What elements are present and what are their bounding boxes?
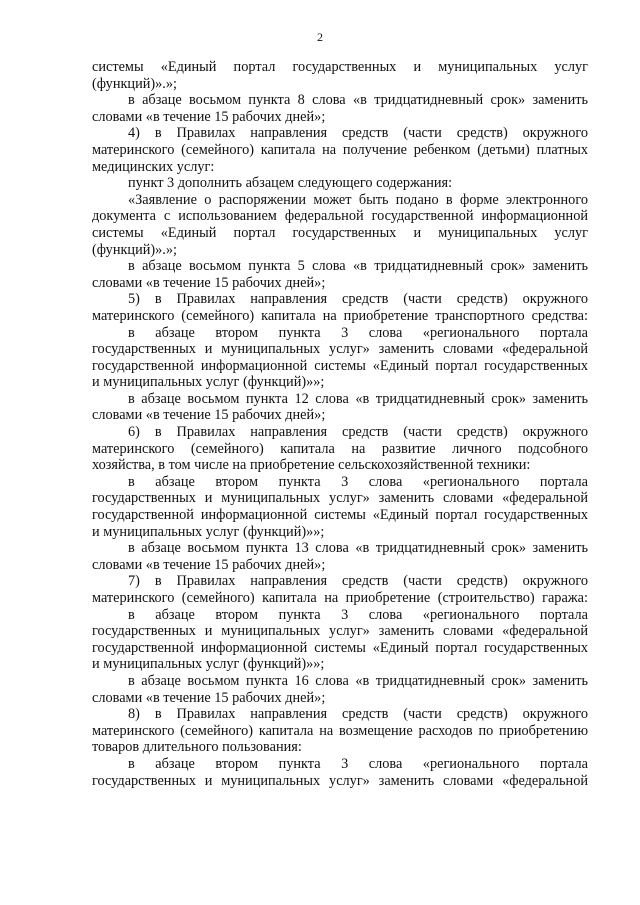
text-line: в абзаце восьмом пункта 16 слова «в тридцатидневный срок» заменить [128,672,588,689]
text-line: материнского (семейного) капитала на приобретение транспортного средства: [92,307,588,324]
text-line: материнского (семейного) капитала на возмещение расходов по приобретению [92,722,588,739]
text-line: в абзаце восьмом пункта 5 слова «в тридцатидневный срок» заменить [128,258,588,275]
text-line: в абзаце восьмом пункта 12 слова «в тридцатидневный срок» заменить [128,390,588,407]
text-line: и муниципальных услуг (функций)»»; [92,656,325,673]
text-line: и муниципальных услуг (функций)»»; [92,523,325,540]
text-line: системы «Единый портал государственных и муниципальных услуг [92,59,588,75]
text-line: системы «Единый портал государственных и муниципальных услуг [92,224,588,241]
text-line: 6) в Правилах направления средств (части средств) окружного [128,424,588,441]
text-line: хозяйства, в том числе на приобретение сельскохозяйственной техники: [92,457,531,474]
text-line: материнского (семейного) капитала на приобретение (строительство) гаража: [92,590,588,606]
text-line: государственной информационной системы «Единый портал государственных [92,639,588,656]
text-line: словами «в течение 15 рабочих дней»; [92,407,326,424]
text-line: словами «в течение 15 рабочих дней»; [92,274,326,291]
text-line: словами «в течение 15 рабочих дней»; [92,689,326,706]
text-line: медицинских услуг: [92,158,215,175]
text-line: товаров длительного пользования: [92,739,302,756]
text-line: государственных и муниципальных услуг» заменить словами «федеральной [92,772,588,789]
text-line: (функций)».»; [92,75,177,92]
text-line: 4) в Правилах направления средств (части средств) окружного [128,125,588,142]
text-line: документа с использованием федеральной государственной информационной [92,208,588,225]
text-line: словами «в течение 15 рабочих дней»; [92,556,326,573]
document-body [92,59,588,789]
page-number: 2 [317,30,323,44]
text-line: государственных и муниципальных услуг» заменить словами «федеральной [92,341,588,358]
text-line: государственных и муниципальных услуг» заменить словами «федеральной [92,623,588,640]
text-line: в абзаце втором пункта 3 слова «регионального портала [128,324,588,341]
text-line: словами «в течение 15 рабочих дней»; [92,108,326,125]
text-line: 5) в Правилах направления средств (части средств) окружного [128,291,588,308]
text-line: 8) в Правилах направления средств (части средств) окружного [128,706,588,723]
text-line: материнского (семейного) капитала на развитие личного подсобного [92,440,588,457]
text-line: материнского (семейного) капитала на получение ребенком (детьми) платных [92,141,588,158]
text-line: в абзаце втором пункта 3 слова «регионального портала [128,473,588,490]
text-line: пункт 3 дополнить абзацем следующего содержания: [128,175,453,192]
text-line: 7) в Правилах направления средств (части средств) окружного [128,573,588,590]
text-line: в абзаце восьмом пункта 8 слова «в тридцатидневный срок» заменить [128,92,588,109]
text-line: и муниципальных услуг (функций)»»; [92,374,325,391]
text-line: государственной информационной системы «Единый портал государственных [92,357,588,374]
text-line: государственной информационной системы «Единый портал государственных [92,507,588,524]
text-line: в абзаце втором пункта 3 слова «регионального портала [128,755,588,772]
text-line: «Заявление о распоряжении может быть подано в форме электронного [128,191,588,208]
text-line: в абзаце восьмом пункта 13 слова «в тридцатидневный срок» заменить [128,540,588,557]
text-line: (функций)».»; [92,241,177,258]
text-line: в абзаце втором пункта 3 слова «регионального портала [128,606,588,623]
text-line: государственных и муниципальных услуг» заменить словами «федеральной [92,490,588,507]
